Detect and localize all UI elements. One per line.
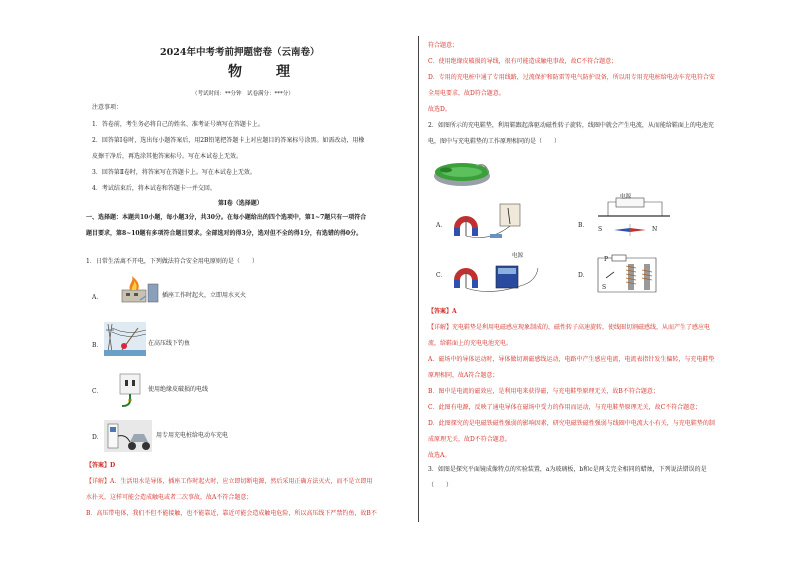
q2-analysis-3: A．磁场中的导体运动时，导体做切割磁感线运动，电路中产生感应电流，电流表指针发生偏转，与充电鞋垫 xyxy=(428,356,715,363)
note-1: 1．答卷前，考生务必将自己的姓名、准考证号填写在答题卡上。 xyxy=(92,121,264,128)
charging-pile-icon xyxy=(104,420,152,456)
q2-option-a-letter: A． xyxy=(436,222,447,229)
q2-answer: 【答案】A xyxy=(428,308,457,315)
q1-option-a-text: 插座工作时起火，立即用水灭火 xyxy=(162,292,247,299)
note-3: 3．回答第Ⅱ卷时，将答案写在答题卡上。写在本试卷上无效。 xyxy=(92,169,256,176)
q1-option-c-letter: C． xyxy=(92,388,103,395)
fig-c-power-label: 电源 xyxy=(512,253,524,259)
electromagnet-circuit-icon xyxy=(592,248,662,304)
q2-analysis-7: D．此图探究的是电磁铁磁性强弱的影响因素，研究电磁铁磁性强弱与线圈中电流大小有关，与充电鞋垫的制 xyxy=(428,420,715,427)
note-2: 2．回答第Ⅰ卷时，选出每小题答案后，用2B铅笔把答题卡上对应题目的答案标号涂黑。如需改动，用橡 xyxy=(92,137,365,144)
socket-fire-icon xyxy=(120,274,160,312)
fig-b-s-label: S xyxy=(598,226,603,233)
q1-option-d-letter: D． xyxy=(92,434,103,441)
fig-b-n-label: N xyxy=(652,226,658,233)
column-divider xyxy=(418,36,419,522)
q2-option-d-letter: D． xyxy=(578,272,589,279)
q1-analysis-cont-2: C．使用绝缘皮破损的导线，很有可能造成触电事故，故C不符合题意； xyxy=(428,58,618,65)
q2-analysis-8: 成原理无关，故D不符合题意。 xyxy=(428,436,511,443)
q1-option-c-text: 使用绝缘皮破损的电线 xyxy=(148,386,209,393)
fig-d-s-label: S xyxy=(602,284,607,291)
oersted-experiment-icon xyxy=(578,194,678,248)
charging-insole-icon xyxy=(432,152,492,194)
subject-title: 物 理 xyxy=(228,64,300,80)
q2-analysis-2: 流，给鞋面上的充电电池充电。 xyxy=(428,340,513,347)
q1-option-b-letter: B． xyxy=(92,342,103,349)
q2-option-c-letter: C． xyxy=(436,272,447,279)
notes-heading: 注意事项： xyxy=(92,104,123,111)
q2-analysis-4: 原理相同，故A符合题意； xyxy=(428,372,499,379)
q1-option-b-text: 在高压线下钓鱼 xyxy=(148,340,191,347)
section-line-2: 题目要求，第8~10题有多项符合题目要求。全部选对的得3分，选对但不全的得1分，有选错的得0分。 xyxy=(86,230,363,237)
q1-analysis-1: 【详解】A．生活用水是导体，插座工作时起火时，应立即切断电源，然后采用正确方法灭火，而不是立即用 xyxy=(86,478,373,485)
motor-principle-icon xyxy=(450,252,546,300)
part-heading: 第Ⅰ卷（选择题） xyxy=(218,200,263,207)
q1-analysis-cont-4: 全用电要求，故D符合题意。 xyxy=(428,90,505,97)
q2-option-b-letter: B． xyxy=(578,222,589,229)
note-4: 4．考试结束后，将本试卷和答题卡一并交回。 xyxy=(92,185,216,192)
q1-choose: 故选D。 xyxy=(428,106,451,113)
note-2-cont: 皮擦干净后，再选涂其他答案标号。写在本试卷上无效。 xyxy=(92,153,243,160)
exam-info: （考试时间：**分钟 试卷满分：***分） xyxy=(192,91,294,97)
q1-option-a-letter: A． xyxy=(92,294,103,301)
q1-analysis-cont-1: 符合题意； xyxy=(428,42,459,49)
q2-analysis-5: B．图中是电流的磁效应，是利用电来获得磁，与充电鞋垫原理无关，故B不符合题意； xyxy=(428,388,659,395)
magnet-galvanometer-icon xyxy=(450,198,536,246)
damaged-wire-icon xyxy=(116,372,146,412)
q2-choose: 故选A。 xyxy=(428,452,451,459)
q2-stem-2: 电，图中与充电鞋垫的工作原理相同的是（ ） xyxy=(428,138,561,145)
q1-analysis-3: B．高压带电体，我们不但不能接触，也不能靠近，靠近可能会造成触电危险，所以高压线下严禁钓鱼，故B不 xyxy=(86,510,377,517)
q1-answer: 【答案】D xyxy=(86,462,116,469)
q2-stem-1: 2．如图所示的充电鞋垫，利用鞋跟起落驱动磁性转子旋转，线圈中就会产生电流，从而能给鞋面上的电池充 xyxy=(428,122,714,129)
fig-b-power-label: 电源 xyxy=(620,194,632,200)
q3-stem-2: （ ） xyxy=(428,482,453,489)
q1-option-d-text: 用专用充电桩给电动车充电 xyxy=(156,432,229,439)
paper-title: 2024年中考考前押题密卷（云南卷） xyxy=(160,47,320,58)
q2-analysis-1: 【详解】充电鞋垫是利用电磁感应现象制成的，磁性转子高速旋转，使线圈切割磁感线，从而产生了感应电 xyxy=(428,324,711,331)
q2-analysis-6: C．此图有电源，反映了通电导体在磁场中受力的作用而运动，与充电鞋垫原理无关，故C不符合题意； xyxy=(428,404,702,411)
q1-analysis-cont-3: D．专用的充电桩中通了专用线路，过流保护和防雷等电气防护设备，所以用专用充电桩给电动车充电符合安 xyxy=(428,74,715,81)
q1-analysis-2: 水扑灭，这样可能会造成触电或者二次事故，故A不符合题意； xyxy=(86,494,253,501)
q1-stem: 1．日常生活离不开电，下列做法符合安全用电原则的是（ ） xyxy=(86,258,258,265)
fig-d-p-label: P xyxy=(604,256,609,263)
section-line-1: 一、选择题：本题共10小题，每小题3分，共30分。在每小题给出的四个选项中，第1~7题只有一项符合 xyxy=(86,214,367,221)
q3-stem-1: 3．如图是探究平面镜成像特点的实验装置，a为玻璃板，b和c是两支完全相同的蜡烛，下列说法错误的是 xyxy=(428,466,707,473)
high-voltage-fishing-icon xyxy=(104,322,146,360)
